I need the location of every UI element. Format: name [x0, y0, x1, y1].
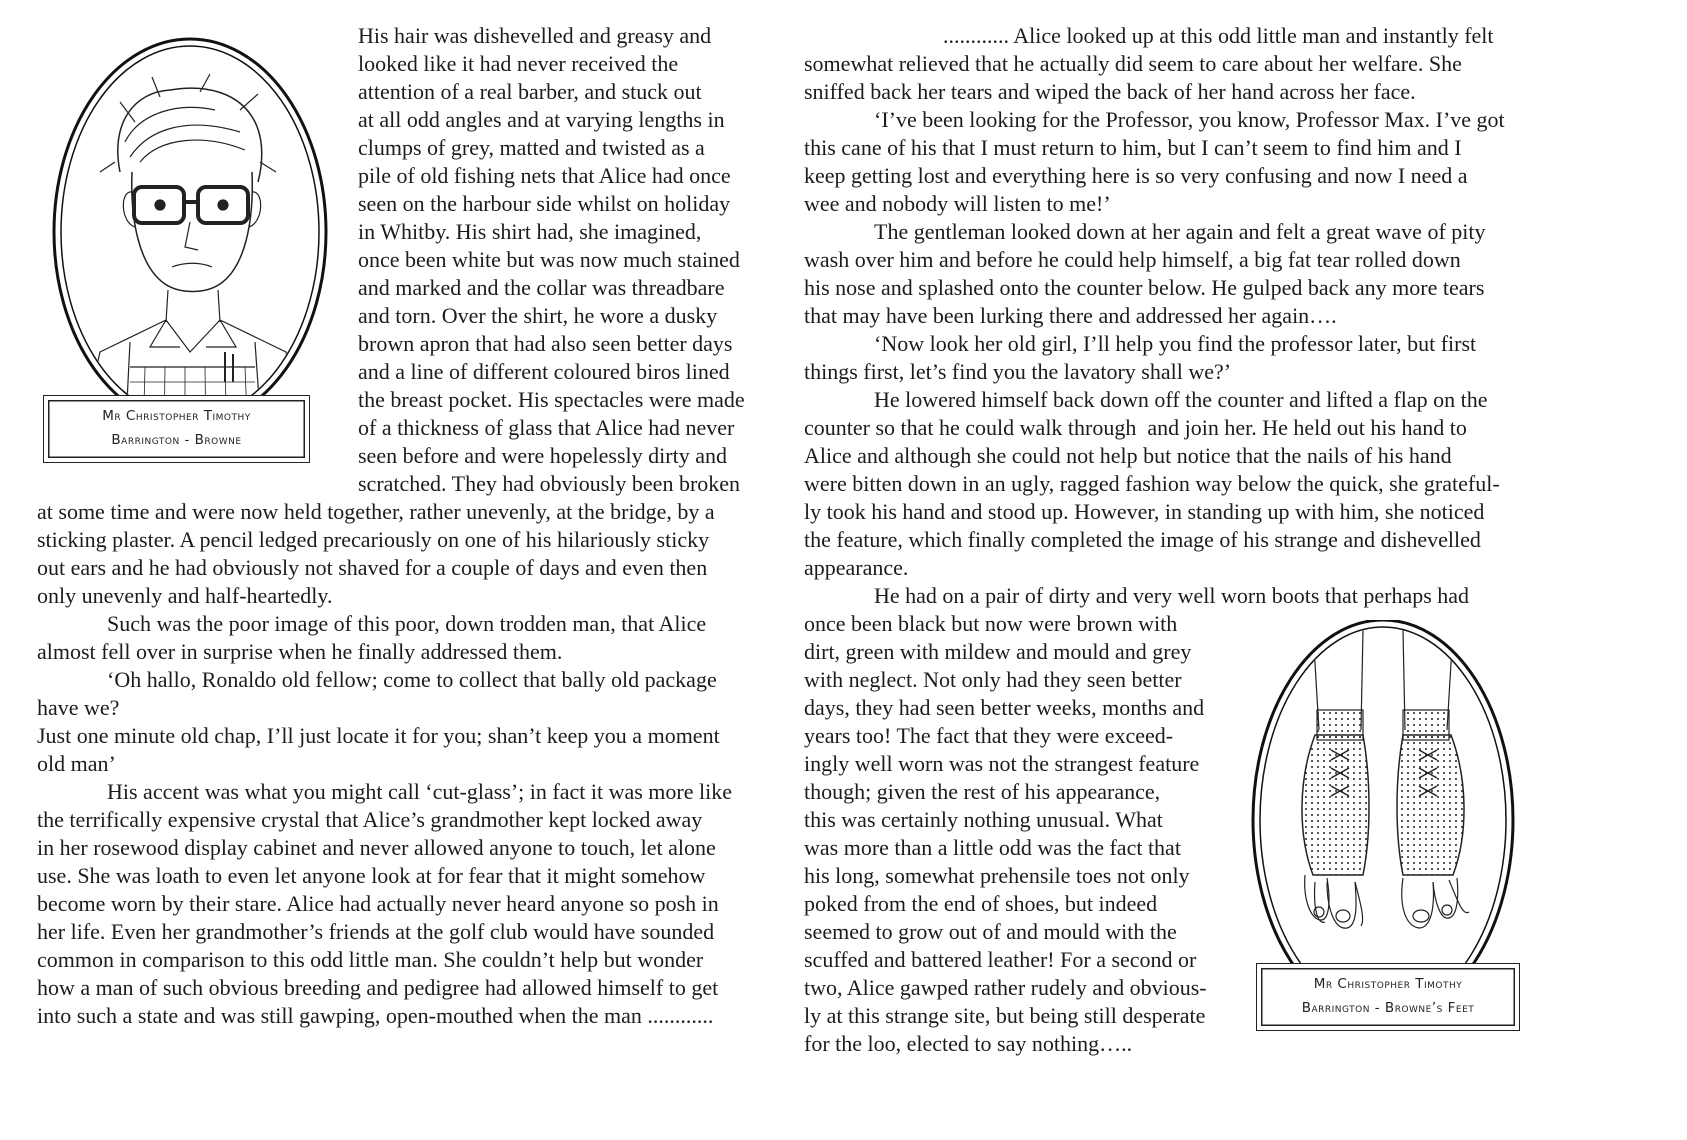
text-line: were bitten down in an ugly, ragged fashion way below the quick, she grateful-	[804, 471, 1500, 496]
text-line: His accent was what you might call ‘cut-glass’; in fact it was more like	[107, 779, 732, 804]
text-line: and a line of different coloured biros lined	[358, 359, 730, 384]
text-line: in Whitby. His shirt had, she imagined,	[358, 219, 702, 244]
text-line: his nose and splashed onto the counter below. He gulped back any more tears	[804, 275, 1485, 300]
text-line: into such a state and was still gawping, open-mouthed when the man ............	[37, 1003, 714, 1028]
text-line: almost fell over in surprise when he finally addressed them.	[37, 639, 563, 664]
text-line: at some time and were now held together, rather unevenly, at the bridge, by a	[37, 499, 715, 524]
text-line: sniffed back her tears and wiped the back of her hand across her face.	[804, 79, 1416, 104]
text-line: poked from the end of shoes, but indeed	[804, 891, 1158, 916]
text-line: days, they had seen better weeks, months and	[804, 695, 1205, 720]
text-line: Alice and although she could not help but notice that the nails of his hand	[804, 443, 1452, 468]
text-line: that may have been lurking there and addressed her again….	[804, 303, 1337, 328]
feet-caption-line-2: Barrington - Browne’s Feet	[1301, 1000, 1475, 1016]
text-line: counter so that he could walk through and join her. He held out his hand to	[804, 415, 1467, 440]
text-line: scratched. They had obviously been broken	[358, 471, 741, 496]
text-line: He had on a pair of dirty and very well worn boots that perhaps had	[874, 583, 1470, 608]
text-line: attention of a real barber, and stuck out	[358, 79, 702, 104]
text-line: ............ Alice looked up at this odd little man and instantly felt	[943, 23, 1494, 48]
text-line: common in comparison to this odd little man. She couldn’t help but wonder	[37, 947, 704, 972]
text-line: The gentleman looked down at her again and felt a great wave of pity	[874, 219, 1486, 244]
text-line: have we?	[37, 695, 120, 720]
text-line: ‘Oh hallo, Ronaldo old fellow; come to collect that bally old package	[107, 667, 717, 692]
text-line: though; given the rest of his appearance,	[804, 779, 1161, 804]
text-line: appearance.	[804, 555, 909, 580]
text-line: the terrifically expensive crystal that Alice’s grandmother kept locked away	[37, 807, 703, 832]
text-line: this was certainly nothing unusual. What	[804, 807, 1163, 832]
text-line: ingly well worn was not the strangest feature	[804, 751, 1200, 776]
text-line: ‘I’ve been looking for the Professor, you know, Professor Max. I’ve got	[874, 107, 1505, 132]
text-line: clumps of grey, matted and twisted as a	[358, 135, 705, 160]
text-line: of a thickness of glass that Alice had never	[358, 415, 735, 440]
text-line: in her rosewood display cabinet and never allowed anyone to touch, let alone	[37, 835, 716, 860]
text-line: wee and nobody will listen to me!’	[804, 191, 1111, 216]
portrait-caption-plate	[43, 395, 310, 463]
text-line: scuffed and battered leather! For a second or	[804, 947, 1197, 972]
portrait-caption-line-2: Barrington - Browne	[111, 432, 242, 448]
text-line: the feature, which finally completed the image of his strange and dishevelled	[804, 527, 1481, 552]
text-line: and torn. Over the shirt, he wore a dusky	[358, 303, 718, 328]
text-line: her life. Even her grandmother’s friends at the golf club would have sounded	[37, 919, 715, 944]
feet-caption-line-1: Mr Christopher Timothy	[1313, 976, 1463, 992]
text-line: with neglect. Not only had they seen better	[804, 667, 1182, 692]
text-line: seen before and were hopelessly dirty and	[358, 443, 727, 468]
text-line: ‘Now look her old girl, I’ll help you find the professor later, but first	[874, 331, 1477, 356]
text-line: His hair was dishevelled and greasy and	[358, 23, 712, 48]
text-line: seemed to grow out of and mould with the	[804, 919, 1177, 944]
text-line: only unevenly and half-heartedly.	[37, 583, 333, 608]
text-line: the breast pocket. His spectacles were made	[358, 387, 745, 412]
text-line: brown apron that had also seen better days	[358, 331, 733, 356]
right-page	[804, 0, 1687, 1140]
text-line: at all odd angles and at varying lengths in	[358, 107, 725, 132]
text-line: and marked and the collar was threadbare	[358, 275, 725, 300]
text-line: ly at this strange site, but being still desperate	[804, 1003, 1206, 1028]
text-line: years too! The fact that they were exceed-	[804, 723, 1174, 748]
text-line: ly took his hand and stood up. However, in standing up with him, she noticed	[804, 499, 1485, 524]
text-line: his long, somewhat prehensile toes not only	[804, 863, 1190, 888]
text-line: out ears and he had obviously not shaved for a couple of days and even then	[37, 555, 708, 580]
text-line: somewhat relieved that he actually did seem to care about her welfare. She	[804, 51, 1462, 76]
text-line: sticking plaster. A pencil ledged precariously on one of his hilariously sticky	[37, 527, 710, 552]
feet-caption-plate	[1256, 963, 1520, 1031]
text-line: He lowered himself back down off the counter and lifted a flap on the	[874, 387, 1488, 412]
text-line: Such was the poor image of this poor, down trodden man, that Alice	[107, 611, 707, 636]
text-line: two, Alice gawped rather rudely and obvious-	[804, 975, 1207, 1000]
text-line: Just one minute old chap, I’ll just locate it for you; shan’t keep you a moment	[37, 723, 720, 748]
text-line: things first, let’s find you the lavatory shall we?’	[804, 359, 1232, 384]
text-line: keep getting lost and everything here is so very confusing and now I need a	[804, 163, 1468, 188]
text-line: was more than a little odd was the fact that	[804, 835, 1181, 860]
text-line: dirt, green with mildew and mould and grey	[804, 639, 1192, 664]
text-line: use. She was loath to even let anyone look at for fear that it might somehow	[37, 863, 706, 888]
text-line: seen on the harbour side whilst on holiday	[358, 191, 731, 216]
text-line: looked like it had never received the	[358, 51, 679, 76]
text-line: pile of old fishing nets that Alice had once	[358, 163, 731, 188]
text-line: old man’	[37, 751, 116, 776]
left-page	[0, 0, 843, 1140]
text-line: how a man of such obvious breeding and pedigree had allowed himself to get	[37, 975, 719, 1000]
text-line: once been white but was now much stained	[358, 247, 740, 272]
text-line: wash over him and before he could help himself, a big fat tear rolled down	[804, 247, 1461, 272]
text-line: for the loo, elected to say nothing…..	[804, 1031, 1133, 1056]
text-line: become worn by their stare. Alice had actually never heard anyone so posh in	[37, 891, 719, 916]
text-line: once been black but now were brown with	[804, 611, 1178, 636]
portrait-caption-line-1: Mr Christopher Timothy	[102, 408, 251, 424]
text-line: this cane of his that I must return to him, but I can’t seem to find him and I	[804, 135, 1462, 160]
